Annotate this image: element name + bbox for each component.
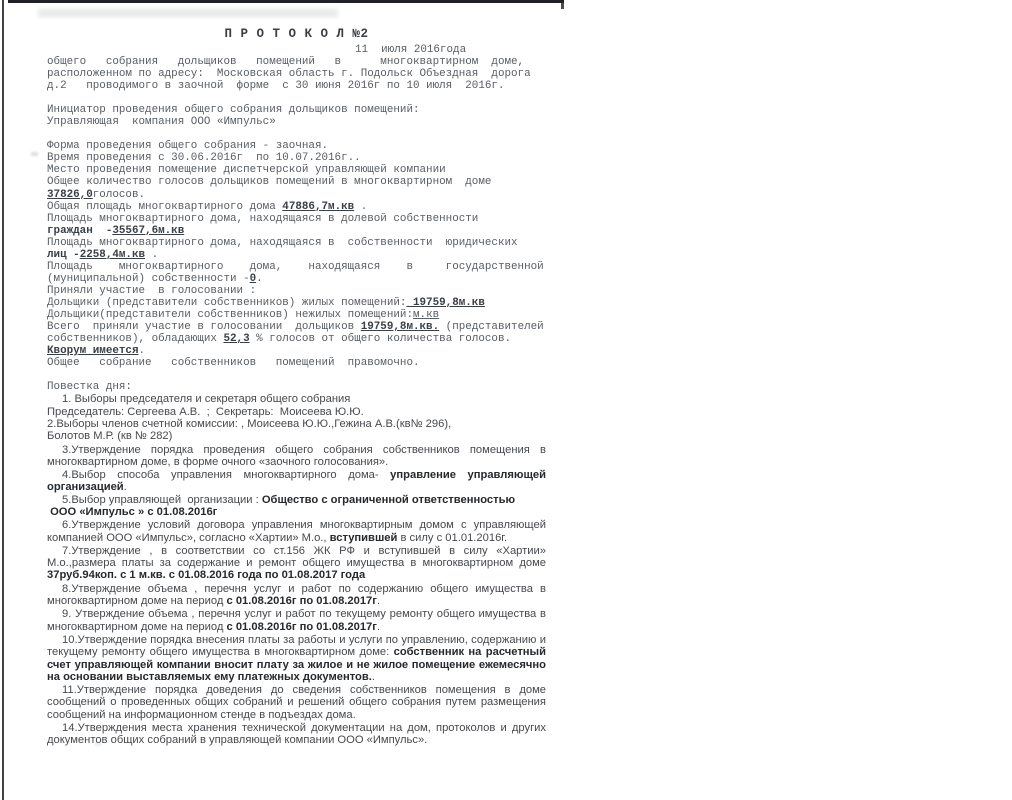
text-line <box>47 261 546 273</box>
text-segment: 5.Выбор управляющей организации : <box>62 493 262 506</box>
text-line <box>47 116 546 128</box>
agenda-paragraph <box>47 444 546 469</box>
document-date: 11 июля 2016года <box>355 44 467 56</box>
text-segment: 14.Утверждения места хранения технической документации на дом, протоколов и других документов общих собраний в управляющей компании ООО «Импульс». <box>47 722 546 747</box>
text-segment: 37руб.94коп. с 1 м.кв. с 01.08.2016 года по 01.08.2017 года <box>47 569 366 582</box>
text-segment: с 01.08.2016г по 01.08.2017г <box>226 620 377 633</box>
agenda-paragraph <box>47 583 546 608</box>
text-line <box>47 225 546 237</box>
text-line <box>47 201 546 213</box>
text-segment: 19759,8м.кв <box>406 296 485 309</box>
agenda-line <box>47 393 546 405</box>
text-segment: 8.Утверждение объема , перечня услуг и работ по содержанию общего имущества в многоквартирном доме на период <box>47 582 546 608</box>
text-segment: с 01.08.2016г по 01.08.2017г <box>226 595 377 608</box>
text-segment: . <box>145 248 159 261</box>
text-segment: % голосов от общего количества голосов. <box>249 333 512 346</box>
scan-smudge <box>38 9 338 17</box>
page-top-edge <box>8 0 564 3</box>
text-line <box>47 321 546 333</box>
agenda-paragraph <box>47 519 546 544</box>
agenda-line <box>47 506 546 518</box>
text-segment: 1. Выборы председателя и секретаря общего собрания <box>62 393 351 406</box>
text-line <box>47 345 546 357</box>
text-line <box>47 333 546 345</box>
text-segment: Общая площадь многоквартирного дома <box>47 200 283 213</box>
agenda-section <box>47 393 546 746</box>
text-line <box>47 128 546 140</box>
text-segment: Площадь многоквартирного дома, находящаяся в долевой собственности <box>47 212 479 225</box>
text-segment: . <box>138 345 146 358</box>
document-content <box>47 26 546 747</box>
text-segment: собственников), обладающих <box>47 333 224 346</box>
text-segment: Приняли участие в голосовании : <box>47 284 257 297</box>
page-corner-mark <box>561 0 564 9</box>
agenda-line <box>47 430 546 442</box>
text-segment: Председатель: Сергеева А.В. ; Секретарь: Моисеева Ю.Ю. <box>47 405 364 418</box>
text-segment: в силу с 01.01.2016г. <box>397 531 508 544</box>
text-segment: Форма проведения общего собрания - заочная. <box>47 140 329 153</box>
page-left-edge <box>2 0 4 800</box>
text-line <box>47 80 546 92</box>
agenda-paragraph <box>47 608 546 633</box>
text-segment: Болотов М.Р. (кв № 282) <box>47 430 173 443</box>
text-segment: 3.Утверждение порядка проведения общего собрания собственников помещения в многоквартирном доме, в форме очного «заочного голосования». <box>47 443 546 468</box>
text-segment: Управляющая компания ООО «Импульс» <box>47 116 276 129</box>
text-segment: 2258,4м.кв <box>79 248 146 261</box>
text-segment: Общество с ограниченной ответственностью <box>261 493 516 506</box>
agenda-paragraph <box>47 684 546 721</box>
text-segment: (муниципальной) собственности - <box>47 272 250 285</box>
text-segment: Площадь многоквартирного дома, находящаяся в собственности юридических <box>47 236 518 249</box>
text-line <box>47 104 546 116</box>
text-line <box>47 357 546 369</box>
text-line <box>47 92 546 104</box>
text-segment: . <box>376 620 381 633</box>
text-line <box>47 68 546 80</box>
document-body-typewriter <box>47 56 546 393</box>
agenda-line <box>47 418 546 430</box>
text-segment: 10.Утверждение порядка внесения платы за работы и услуги по управлению, содержанию и текущему ремонту общего имущества в многоквартирном доме: <box>47 633 546 659</box>
text-segment: Дольщики(представители собственников) нежилых помещений: <box>47 308 413 321</box>
text-segment: 0 <box>249 272 257 285</box>
text-segment: Место проведения помещение диспетчерской управляющей компании <box>47 164 446 177</box>
text-segment: м.кв <box>413 308 440 321</box>
text-segment: собственник на расчетный счет управляющей компании вносит плату за жилое и не жилое помещение ежемесячно на основании выставляемых ему платежных документов. <box>47 646 546 683</box>
text-segment: Всего приняли участие в голосовании дольщиков <box>47 321 361 334</box>
text-segment: граждан - <box>47 224 113 237</box>
agenda-paragraph <box>47 469 546 494</box>
text-segment: Общее количество голосов дольщиков помещений в многоквартирном доме <box>47 176 492 189</box>
text-segment: лиц - <box>47 248 80 261</box>
text-segment: общего собрания дольщиков помещений в многоквартирном доме, <box>47 56 525 68</box>
text-line <box>47 297 546 309</box>
text-segment: вступившей <box>329 531 398 544</box>
text-segment: 11.Утверждение порядка доведения до сведения собственников помещения в доме сообщений о проведенных общих собраний и решений общего собрания путем размещения сообщений на информационном стенде в подъездах дома. <box>47 684 546 721</box>
text-line <box>47 381 546 393</box>
text-line <box>47 213 546 225</box>
text-segment: . <box>256 272 263 285</box>
text-segment: 9. Утверждение объема , перечня услуг и работ по текущему ремонту общего имущества в многоквартирном доме на период <box>47 608 546 633</box>
text-line <box>47 369 546 381</box>
text-segment: (представителей <box>439 321 544 334</box>
text-line <box>47 309 546 321</box>
text-line <box>47 164 546 176</box>
text-segment: Время проведения с 30.06.2016г по 10.07.2016г.. <box>47 152 361 165</box>
text-segment: расположенном по адресу: Московская область г. Подольск Объездная дорога <box>47 68 531 81</box>
text-line <box>47 140 546 152</box>
text-line <box>47 176 546 188</box>
agenda-paragraph <box>47 545 546 582</box>
text-segment: 19759,8м.кв. <box>360 321 440 334</box>
text-segment: 47886,7м.кв <box>282 200 355 213</box>
text-segment: Повестка дня: <box>47 381 132 394</box>
text-line <box>47 152 546 164</box>
agenda-paragraph <box>47 634 546 683</box>
text-segment: . <box>354 200 368 213</box>
text-line <box>47 285 546 297</box>
text-segment: 37826,0 <box>47 188 93 201</box>
text-segment: . <box>376 595 381 608</box>
text-line <box>47 56 546 68</box>
agenda-line <box>47 494 546 506</box>
text-segment: 6.Утверждение условий договора управления многоквартирным домом с управляющей компанией ООО «Импульс», согласно «Хартии» М.о., <box>47 519 546 544</box>
text-segment: 35567,6м.кв <box>112 224 185 237</box>
text-segment: Дольщики (представители собственников) жилых помещений: <box>47 296 407 309</box>
document-title: П Р О Т О К О Л №2 <box>224 27 369 41</box>
text-segment: Площадь многоквартирного дома, находящаяся в государственной <box>47 260 544 273</box>
text-segment: Кворум имеется <box>47 345 139 358</box>
text-segment: д.2 проводимого в заочной форме с 30 июня 2016г по 10 июля 2016г. <box>47 80 505 93</box>
text-segment: 52,3 <box>223 333 250 346</box>
text-line <box>47 189 546 201</box>
text-segment: голосов. <box>92 188 146 201</box>
agenda-line <box>47 406 546 418</box>
text-segment: 7.Утверждение , в соответствии со ст.156 ЖК РФ и вступившей в силу «Хартии» М.о.,размера платы за содержание и ремонт общего имущества в многоквартирном доме <box>47 544 546 570</box>
text-segment: 4.Выбор способа управления многоквартирного дома- <box>62 469 391 482</box>
text-segment: Инициатор проведения общего собрания дольщиков помещений: <box>47 104 420 117</box>
text-line <box>47 249 546 261</box>
text-segment: . <box>123 481 127 494</box>
text-line <box>47 273 546 285</box>
text-line <box>47 237 546 249</box>
text-segment: . <box>371 670 375 683</box>
scan-speck <box>31 152 38 156</box>
text-segment: ООО «Импульс » с 01.08.2016г <box>50 505 218 518</box>
text-segment: Общее собрание собственников помещений правомочно. <box>47 357 420 370</box>
text-segment: 2.Выборы членов счетной комиссии: , Моисеева Ю.Ю.,Гежина А.В.(кв№ 296), <box>47 417 452 430</box>
agenda-paragraph <box>47 722 546 747</box>
text-segment: управление управляющей организацией <box>47 469 547 494</box>
